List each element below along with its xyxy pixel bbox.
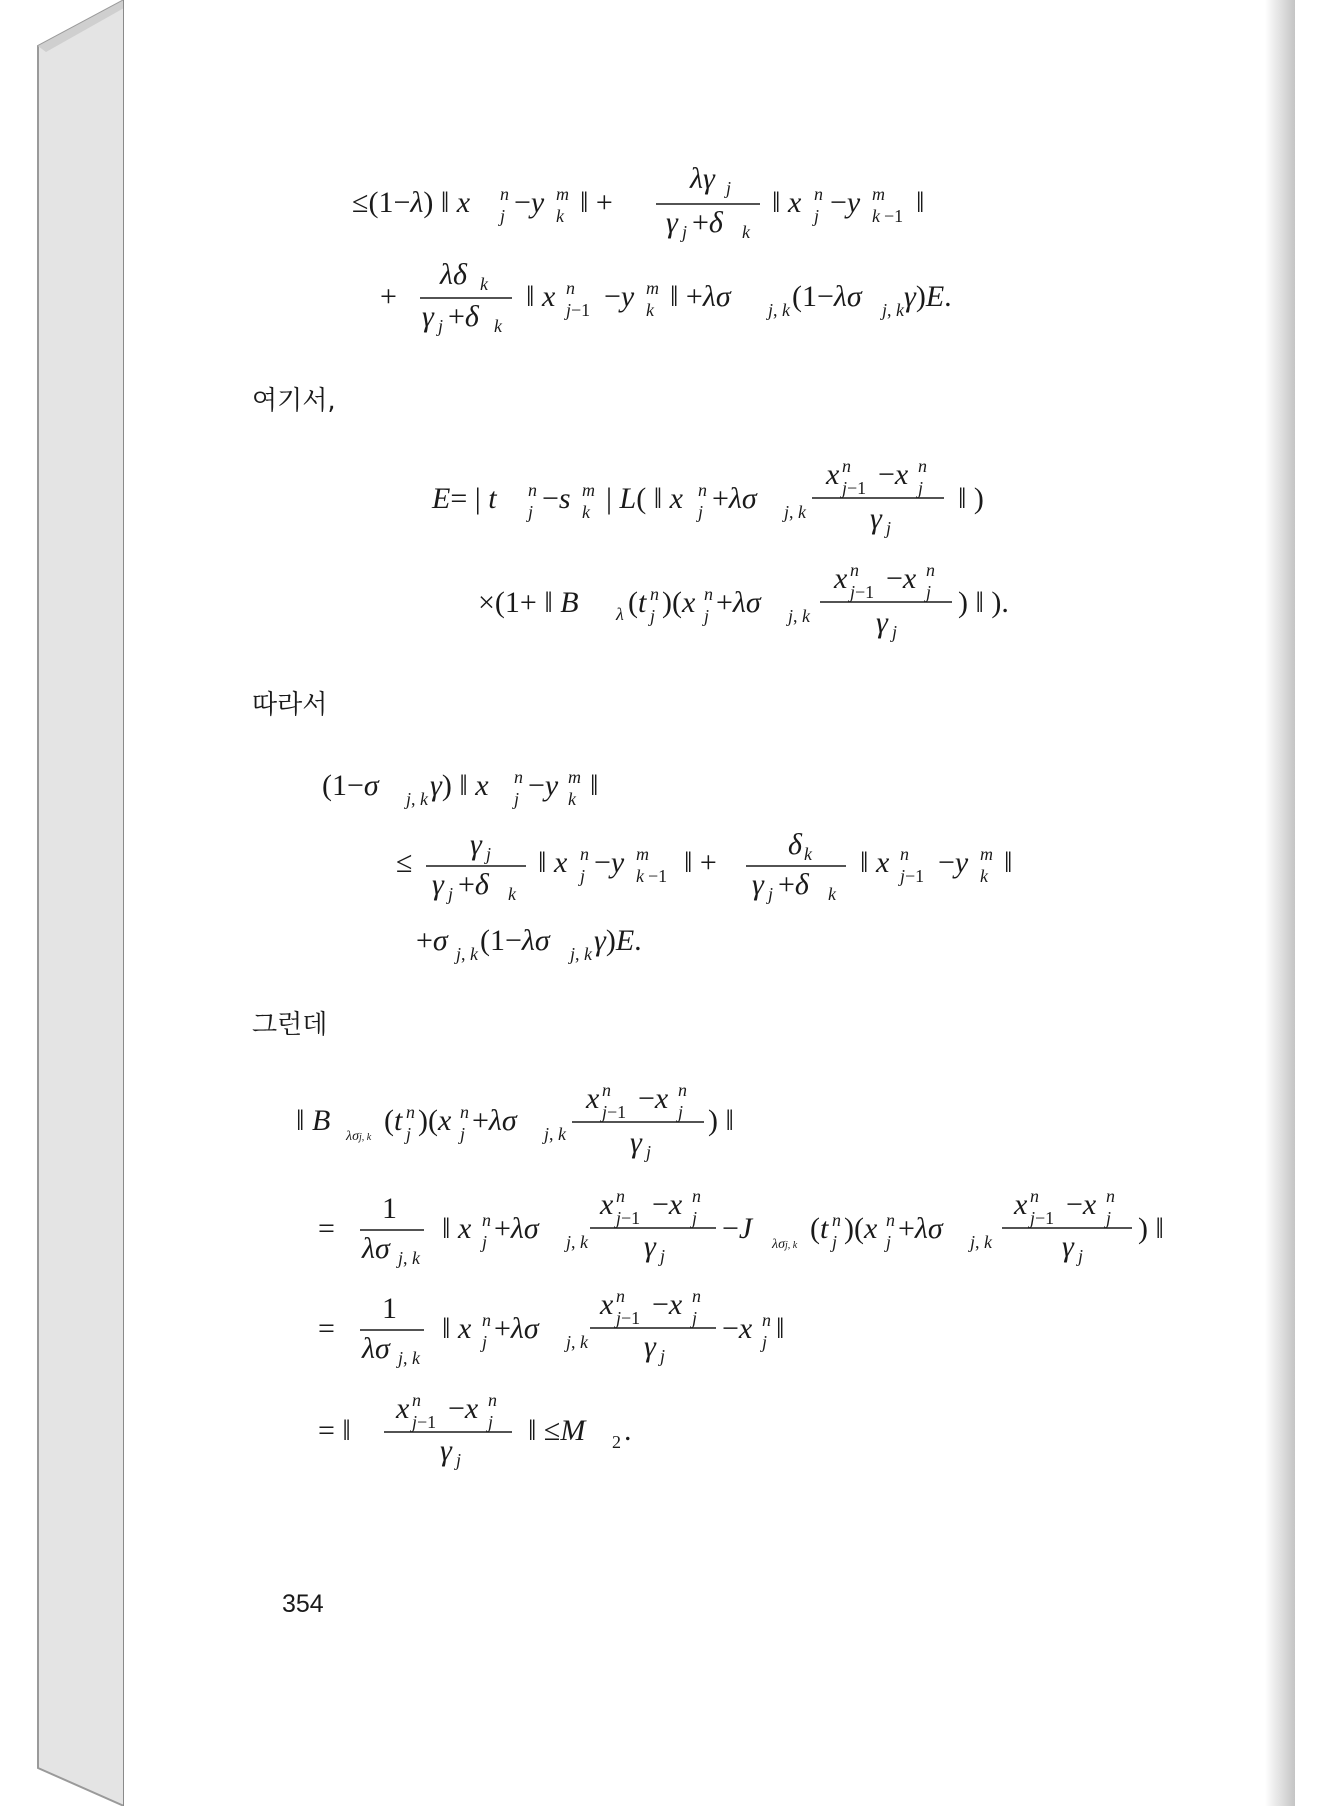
svg-text:‖ x: ‖ x xyxy=(526,280,556,313)
svg-text:x: x xyxy=(834,562,848,595)
svg-text:j: j xyxy=(832,1232,838,1252)
svg-text:−y: −y xyxy=(514,186,545,219)
svg-text:n: n xyxy=(926,560,935,580)
svg-text:x: x xyxy=(586,1082,600,1115)
svg-text:j: j xyxy=(580,866,586,886)
svg-text:j: j xyxy=(918,478,924,498)
svg-text:j: j xyxy=(692,1308,698,1328)
svg-text:j: j xyxy=(488,1412,494,1432)
svg-text:j: j xyxy=(762,1332,768,1352)
svg-text:2: 2 xyxy=(612,1432,621,1452)
svg-text:‖ ): ‖ ) xyxy=(958,482,984,515)
svg-text:m: m xyxy=(556,184,569,204)
svg-text:j: j xyxy=(438,316,444,336)
svg-text:j: j xyxy=(814,206,820,226)
equation-line-1 xyxy=(352,162,924,242)
svg-text:m: m xyxy=(980,844,993,864)
svg-text:j−1: j−1 xyxy=(842,478,867,498)
svg-text:n: n xyxy=(514,767,523,787)
svg-text:m: m xyxy=(568,767,581,787)
svg-text:−x: −x xyxy=(448,1392,479,1425)
svg-text:j: j xyxy=(886,1232,892,1252)
connective-however: 그런데 xyxy=(252,1010,328,1040)
svg-text:j, k: j, k xyxy=(784,502,807,522)
svg-text:(t: (t xyxy=(384,1104,403,1137)
svg-text:δ: δ xyxy=(788,828,802,861)
svg-text:) ‖: ) ‖ xyxy=(1138,1212,1164,1245)
svg-text:γ: γ xyxy=(644,1330,656,1363)
svg-text:k: k xyxy=(582,502,590,522)
svg-text:x: x xyxy=(826,458,840,491)
svg-text:n: n xyxy=(678,1080,687,1100)
svg-text:=: = xyxy=(318,1312,335,1345)
svg-text:m: m xyxy=(636,844,649,864)
svg-text:n: n xyxy=(616,1186,625,1206)
svg-text:‖: ‖ xyxy=(1004,846,1013,879)
svg-text:)(x: )(x xyxy=(662,586,696,619)
svg-text:n: n xyxy=(886,1210,895,1230)
svg-text:−y: −y xyxy=(528,769,559,802)
svg-text:.: . xyxy=(624,1414,632,1447)
svg-text:γ: γ xyxy=(470,828,482,861)
svg-text:j: j xyxy=(682,222,688,242)
svg-text:j: j xyxy=(460,1124,466,1144)
svg-text:) ‖: ) ‖ xyxy=(708,1104,734,1137)
svg-text:j, k: j, k xyxy=(566,1332,589,1352)
svg-text:j: j xyxy=(1106,1208,1112,1228)
svg-text:x: x xyxy=(1014,1188,1028,1221)
svg-text:j, k: j, k xyxy=(970,1232,993,1252)
svg-text:j: j xyxy=(892,622,898,642)
svg-text:λ: λ xyxy=(616,604,624,624)
svg-text:k: k xyxy=(980,866,988,886)
equation-therefore-line-2 xyxy=(396,828,1012,904)
svg-text:n: n xyxy=(616,1286,625,1306)
svg-text:−y: −y xyxy=(594,846,625,879)
svg-text:−x: −x xyxy=(638,1082,669,1115)
svg-text:n: n xyxy=(460,1102,469,1122)
svg-text:(1−λσ: (1−λσ xyxy=(480,924,550,957)
svg-text:1: 1 xyxy=(382,1192,397,1225)
svg-text:‖ x: ‖ x xyxy=(772,186,802,219)
svg-text:j: j xyxy=(660,1246,666,1266)
svg-text:+σ: +σ xyxy=(416,924,448,957)
svg-text:j−1: j−1 xyxy=(900,866,925,886)
svg-text:j: j xyxy=(528,502,534,522)
svg-text:γ)E.: γ)E. xyxy=(594,924,642,957)
svg-text:= ‖: = ‖ xyxy=(318,1414,351,1447)
svg-text:‖ +: ‖ + xyxy=(580,186,613,219)
svg-text:j−1: j−1 xyxy=(412,1412,437,1432)
svg-text:j: j xyxy=(726,178,732,198)
svg-text:−s: −s xyxy=(542,482,571,515)
svg-text:j: j xyxy=(926,582,932,602)
svg-text:n: n xyxy=(528,480,537,500)
svg-text:−x: −x xyxy=(722,1312,753,1345)
equation-line-2 xyxy=(380,258,952,336)
equation-E-line-2 xyxy=(478,560,1009,642)
equation-E-line-1 xyxy=(431,456,984,538)
svg-text:k: k xyxy=(556,206,564,226)
svg-text:n: n xyxy=(602,1080,611,1100)
svg-text:j: j xyxy=(482,1232,488,1252)
svg-text:n: n xyxy=(650,584,659,604)
svg-text:γ: γ xyxy=(630,1126,642,1159)
svg-text:(1−λσ: (1−λσ xyxy=(792,280,862,313)
svg-text:n: n xyxy=(566,278,575,298)
svg-text:j−1: j−1 xyxy=(566,300,591,320)
svg-text:j: j xyxy=(406,1124,412,1144)
svg-text:j: j xyxy=(692,1208,698,1228)
svg-text:+δ: +δ xyxy=(778,868,809,901)
svg-text:j, k: j, k xyxy=(768,300,791,320)
svg-text:n: n xyxy=(814,184,823,204)
svg-text:‖: ‖ xyxy=(916,186,925,219)
equation-however-line-1 xyxy=(296,1080,734,1162)
svg-text:−J: −J xyxy=(722,1212,753,1245)
svg-text:−x: −x xyxy=(652,1188,683,1221)
svg-text:) ‖ ).: ) ‖ ). xyxy=(958,586,1009,619)
svg-text:−y: −y xyxy=(604,280,635,313)
equation-however-line-3 xyxy=(318,1286,784,1368)
equation-however-line-2 xyxy=(318,1186,1164,1268)
svg-text:k: k xyxy=(646,300,654,320)
svg-text:k: k xyxy=(804,844,812,864)
svg-text:−x: −x xyxy=(652,1288,683,1321)
svg-text:j−1: j−1 xyxy=(1030,1208,1055,1228)
svg-text:j, k: j, k xyxy=(882,300,905,320)
svg-text:j−1: j−1 xyxy=(616,1308,641,1328)
svg-text:n: n xyxy=(698,480,707,500)
svg-text:‖: ‖ xyxy=(590,769,599,802)
svg-text:k: k xyxy=(494,316,502,336)
svg-text:)(x: )(x xyxy=(844,1212,878,1245)
svg-text:‖ ≤M: ‖ ≤M xyxy=(528,1414,586,1447)
svg-text:j, k: j, k xyxy=(406,789,429,809)
svg-text:n: n xyxy=(900,844,909,864)
svg-text:+λσ: +λσ xyxy=(494,1312,539,1345)
svg-text:−1: −1 xyxy=(884,206,904,226)
svg-text:j, k: j, k xyxy=(544,1124,567,1144)
svg-text:k: k xyxy=(568,789,576,809)
svg-text:n: n xyxy=(842,456,851,476)
connective-here: 여기서, xyxy=(252,386,336,416)
svg-text:n: n xyxy=(918,456,927,476)
svg-text:E= | t: E= | t xyxy=(432,482,497,515)
svg-text:j: j xyxy=(448,884,454,904)
svg-text:j, k: j, k xyxy=(456,944,479,964)
svg-text:m: m xyxy=(582,480,595,500)
svg-text:j−1: j−1 xyxy=(602,1102,627,1122)
svg-text:x: x xyxy=(600,1188,614,1221)
svg-text:‖ +λσ: ‖ +λσ xyxy=(670,280,731,313)
svg-text:+λσ: +λσ xyxy=(472,1104,517,1137)
svg-text:λσ: λσ xyxy=(362,1232,390,1265)
svg-text:−x: −x xyxy=(1066,1188,1097,1221)
svg-text:n: n xyxy=(412,1390,421,1410)
svg-text:(1−σ: (1−σ xyxy=(322,769,379,802)
svg-text:k: k xyxy=(872,206,880,226)
svg-text:n: n xyxy=(482,1310,491,1330)
svg-text:γ: γ xyxy=(1062,1230,1074,1263)
svg-text:j: j xyxy=(768,884,774,904)
svg-text:j: j xyxy=(514,789,520,809)
svg-text:n: n xyxy=(850,560,859,580)
svg-text:γ: γ xyxy=(440,1434,452,1467)
svg-text:−1: −1 xyxy=(648,866,668,886)
svg-text:n: n xyxy=(692,1286,701,1306)
svg-text:n: n xyxy=(1030,1186,1039,1206)
svg-text:n: n xyxy=(500,184,509,204)
svg-text:j: j xyxy=(678,1102,684,1122)
svg-text:‖ B: ‖ B xyxy=(296,1104,331,1137)
svg-text:n: n xyxy=(482,1210,491,1230)
svg-text:‖ x: ‖ x xyxy=(538,846,568,879)
svg-text:k: k xyxy=(742,222,750,242)
svg-text:j: j xyxy=(482,1332,488,1352)
svg-text:+δ: +δ xyxy=(448,300,479,333)
svg-text:×(1+ ‖ B: ×(1+ ‖ B xyxy=(478,586,579,619)
connective-therefore: 따라서 xyxy=(252,690,328,720)
svg-text:n: n xyxy=(580,844,589,864)
svg-text:k: k xyxy=(636,866,644,886)
svg-text:| L( ‖ x: | L( ‖ x xyxy=(606,482,683,515)
svg-text:j, k: j, k xyxy=(398,1248,421,1268)
svg-text:x: x xyxy=(396,1392,410,1425)
svg-text:+: + xyxy=(380,280,397,313)
svg-text:γ: γ xyxy=(432,868,444,901)
svg-text:+λσ: +λσ xyxy=(898,1212,943,1245)
svg-text:j: j xyxy=(704,606,710,626)
svg-text:λδ: λδ xyxy=(440,258,467,291)
svg-text:‖ +: ‖ + xyxy=(684,846,717,879)
svg-text:j, k: j, k xyxy=(566,1232,589,1252)
svg-text:1: 1 xyxy=(382,1292,397,1325)
svg-text:n: n xyxy=(406,1102,415,1122)
svg-text:‖ x: ‖ x xyxy=(860,846,890,879)
svg-text:j, k: j, k xyxy=(570,944,593,964)
svg-text:n: n xyxy=(832,1210,841,1230)
svg-text:−x: −x xyxy=(886,562,917,595)
svg-text:γ) ‖ x: γ) ‖ x xyxy=(430,769,489,802)
equation-therefore-line-3 xyxy=(416,924,642,964)
svg-text:k: k xyxy=(508,884,516,904)
svg-text:γ: γ xyxy=(876,606,888,639)
svg-text:+λσ: +λσ xyxy=(712,482,757,515)
svg-text:‖: ‖ xyxy=(776,1312,785,1345)
svg-text:n: n xyxy=(762,1310,771,1330)
svg-text:−y: −y xyxy=(830,186,861,219)
svg-text:j, k: j, k xyxy=(788,606,811,626)
svg-text:j: j xyxy=(456,1450,462,1470)
svg-text:j, k: j, k xyxy=(398,1348,421,1368)
svg-text:)(x: )(x xyxy=(418,1104,452,1137)
svg-text:γ)E.: γ)E. xyxy=(904,280,952,313)
svg-text:−x: −x xyxy=(878,458,909,491)
svg-text:γ: γ xyxy=(870,502,882,535)
svg-text:k: k xyxy=(480,274,488,294)
svg-text:λσj, k: λσj, k xyxy=(772,1237,798,1252)
equation-therefore-line-1 xyxy=(322,767,598,809)
svg-text:(t: (t xyxy=(810,1212,829,1245)
equation-however-line-4 xyxy=(318,1390,632,1470)
svg-text:x: x xyxy=(600,1288,614,1321)
svg-text:j: j xyxy=(660,1346,666,1366)
svg-text:‖ x: ‖ x xyxy=(442,1212,472,1245)
svg-text:j: j xyxy=(646,1142,652,1162)
svg-text:n: n xyxy=(692,1186,701,1206)
svg-text:γ: γ xyxy=(666,206,678,239)
page-number: 354 xyxy=(282,1590,324,1618)
svg-text:j: j xyxy=(500,206,506,226)
svg-text:j: j xyxy=(650,606,656,626)
svg-text:γ: γ xyxy=(752,868,764,901)
svg-text:−y: −y xyxy=(938,846,969,879)
svg-text:+δ: +δ xyxy=(692,206,723,239)
svg-text:j−1: j−1 xyxy=(850,582,875,602)
svg-text:+λσ: +λσ xyxy=(494,1212,539,1245)
svg-text:λσj, k: λσj, k xyxy=(346,1129,372,1144)
svg-text:n: n xyxy=(488,1390,497,1410)
svg-text:λγ: λγ xyxy=(690,162,715,195)
svg-text:γ: γ xyxy=(422,300,434,333)
svg-text:k: k xyxy=(828,884,836,904)
svg-text:n: n xyxy=(704,584,713,604)
svg-text:λσ: λσ xyxy=(362,1332,390,1365)
svg-text:j: j xyxy=(698,502,704,522)
svg-text:γ: γ xyxy=(644,1230,656,1263)
svg-text:m: m xyxy=(872,184,885,204)
svg-text:n: n xyxy=(1106,1186,1115,1206)
svg-text:+δ: +δ xyxy=(458,868,489,901)
svg-text:m: m xyxy=(646,278,659,298)
svg-text:j: j xyxy=(1078,1246,1084,1266)
svg-text:≤: ≤ xyxy=(396,846,413,879)
svg-text:=: = xyxy=(318,1212,335,1245)
svg-text:+λσ: +λσ xyxy=(716,586,761,619)
svg-text:‖ x: ‖ x xyxy=(442,1312,472,1345)
svg-text:≤(1−λ) ‖ x: ≤(1−λ) ‖ x xyxy=(352,186,471,219)
svg-text:j−1: j−1 xyxy=(616,1208,641,1228)
svg-text:j: j xyxy=(886,518,892,538)
svg-text:(t: (t xyxy=(628,586,647,619)
svg-text:j: j xyxy=(486,844,492,864)
